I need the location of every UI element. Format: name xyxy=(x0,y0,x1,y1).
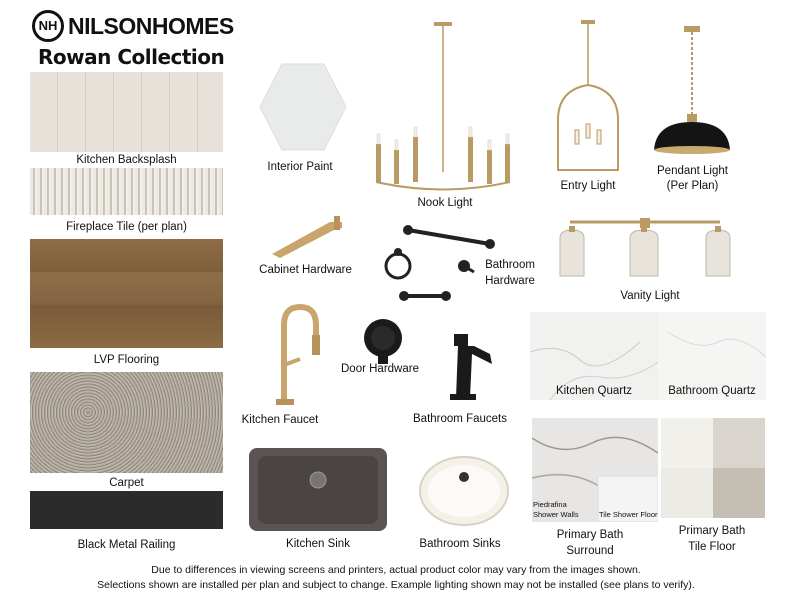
kitchen-sink-image xyxy=(248,447,388,532)
primary-bath-tile-floor-swatch xyxy=(661,418,765,518)
carpet-label: Carpet xyxy=(109,477,144,489)
entry-light-image xyxy=(553,20,623,175)
footer-line-2: Selections shown are installed per plan and subject to change. Example lighting shown may not be installed (see plans to verify). xyxy=(97,579,695,591)
interior-paint-swatch xyxy=(258,62,348,152)
pendant-light-image xyxy=(652,26,732,156)
primary-bath-tile-floor-label-2: Tile Floor xyxy=(688,541,736,553)
carpet-swatch xyxy=(30,372,223,473)
black-metal-railing-label: Black Metal Railing xyxy=(77,539,176,551)
vanity-light-image xyxy=(558,218,733,280)
interior-paint-label: Interior Paint xyxy=(267,161,333,173)
nook-light-label: Nook Light xyxy=(417,197,473,209)
kitchen-quartz-label: Kitchen Quartz xyxy=(555,385,633,397)
primary-bath-surround-label-2: Surround xyxy=(566,545,614,557)
logo-text: NILSONHOMES xyxy=(68,13,234,39)
cabinet-hardware-label: Cabinet Hardware xyxy=(259,264,352,276)
fireplace-tile-label: Fireplace Tile (per plan) xyxy=(66,221,187,233)
tile-shower-floor-label: Tile Shower Floor xyxy=(599,510,658,519)
door-hardware-image xyxy=(358,316,408,366)
kitchen-backsplash-label: Kitchen Backsplash xyxy=(76,154,177,166)
piedrafina-label-1: Piedrafina xyxy=(533,500,567,509)
lvp-flooring-label: LVP Flooring xyxy=(93,354,160,366)
entry-light-label: Entry Light xyxy=(560,180,616,192)
vanity-light-label: Vanity Light xyxy=(620,290,680,302)
pendant-light-label-1: Pendant Light xyxy=(657,165,728,177)
kitchen-faucet-image xyxy=(270,303,330,408)
bathroom-quartz-label: Bathroom Quartz xyxy=(668,385,756,397)
black-metal-railing-swatch xyxy=(30,491,223,529)
nook-light-image xyxy=(368,22,518,194)
bathroom-hardware-label-1: Bathroom xyxy=(485,259,535,271)
bathroom-faucets-image xyxy=(446,332,496,402)
kitchen-backsplash-swatch xyxy=(30,72,223,152)
kitchen-sink-label: Kitchen Sink xyxy=(286,538,350,550)
primary-bath-surround-label-1: Primary Bath xyxy=(556,529,624,541)
kitchen-faucet-label: Kitchen Faucet xyxy=(241,414,319,426)
logo xyxy=(32,10,232,46)
piedrafina-label-2: Shower Walls xyxy=(533,510,579,519)
logo-mark: NH xyxy=(32,10,64,42)
collection-title: Rowan Collection xyxy=(38,45,225,69)
bathroom-sinks-image xyxy=(418,455,510,527)
door-hardware-label: Door Hardware xyxy=(341,363,419,375)
pendant-light-label-2: (Per Plan) xyxy=(666,180,719,192)
bathroom-hardware-label-2: Hardware xyxy=(485,275,535,287)
fireplace-tile-swatch xyxy=(30,168,223,215)
cabinet-hardware-image xyxy=(268,212,348,262)
bathroom-faucets-label: Bathroom Faucets xyxy=(413,413,507,425)
footer-line-1: Due to differences in viewing screens and printers, actual product color may vary from the images shown. xyxy=(151,564,641,576)
primary-bath-tile-floor-label-1: Primary Bath xyxy=(678,525,746,537)
bathroom-sinks-label: Bathroom Sinks xyxy=(419,538,501,550)
lvp-flooring-swatch xyxy=(30,239,223,348)
